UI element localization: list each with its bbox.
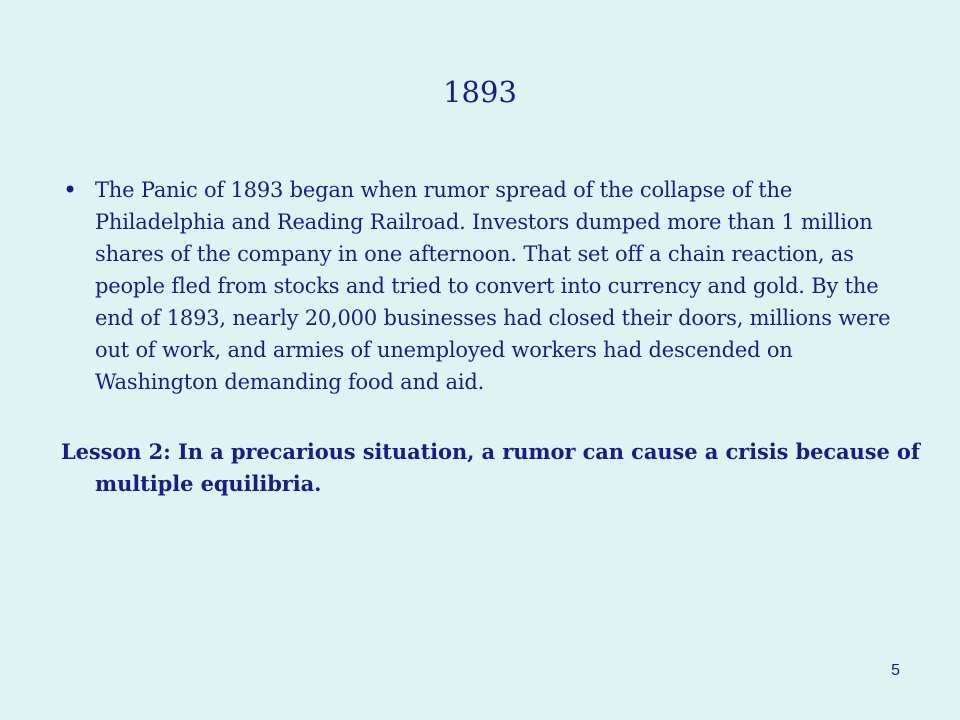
bullet-dot-icon: • (63, 176, 78, 204)
slide-number: 5 (891, 662, 900, 679)
slide-title: 1893 (443, 75, 517, 109)
bullet-text: The Panic of 1893 began when rumor spread of the collapse of the Philadelphia and Reading Railroad. Investors dumped more than 1 million shares of the company in one afternoon. That set off a chain reaction, as people fled from stocks and tried to convert into currency and gold. By the end of 1893, nearly 20,000 businesses had closed their doors, millions were out of work, and armies of unemployed workers had descended on Washington demanding food and aid. (95, 178, 891, 394)
bullet-item (63, 174, 903, 398)
lesson-statement: Lesson 2: In a precarious situation, a rumor can cause a crisis because of multiple equilibria. (61, 439, 920, 496)
